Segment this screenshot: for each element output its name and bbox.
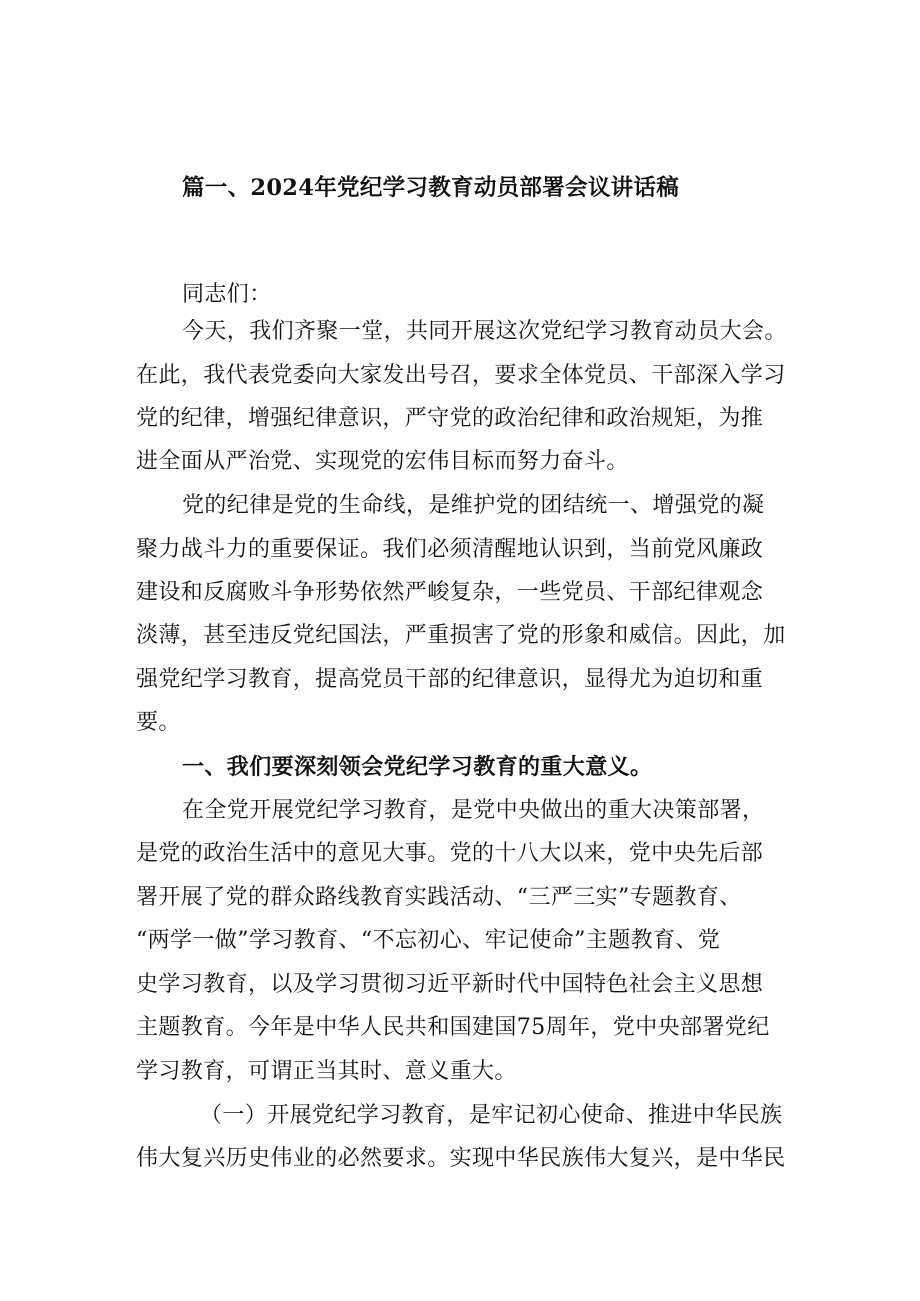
paragraph-line: 伟大复兴历史伟业的必然要求。实现中华民族伟大复兴，是中华民 [136, 1146, 786, 1171]
paragraph-line: 是党的政治生活中的意见大事。党的十八大以来，党中央先后部 [136, 841, 764, 866]
salutation: 同志们： [182, 282, 272, 307]
paragraph-line: 聚力战斗力的重要保证。我们必须清醒地认识到，当前党风廉政 [136, 537, 764, 562]
paragraph-line: 建设和反腐败斗争形势依然严峻复杂，一些党员、干部纪律观念 [136, 580, 764, 605]
paragraph-line: 史学习教育，以及学习贯彻习近平新时代中国特色社会主义思想 [136, 972, 764, 997]
paragraph-line: 今天，我们齐聚一堂，共同开展这次党纪学习教育动员大会。 [182, 319, 787, 344]
paragraph-line: 要。 [136, 710, 181, 735]
paragraph-line: （一）开展党纪学习教育，是牢记初心使命、推进中华民族 [200, 1103, 783, 1128]
section-heading: 一、我们要深刻领会党纪学习教育的重大意义。 [182, 754, 653, 780]
paragraph-line: 学习教育，可谓正当其时、意义重大。 [136, 1059, 517, 1084]
paragraph-line: 在此，我代表党委向大家发出号召，要求全体党员、干部深入学习 [136, 363, 786, 388]
document-title: 篇一、2024年党纪学习教育动员部署会议讲话稿 [182, 175, 680, 201]
paragraph-line: 党的纪律，增强纪律意识，严守党的政治纪律和政治规矩，为推 [136, 406, 764, 431]
paragraph-line: 淡薄，甚至违反党纪国法，严重损害了党的形象和威信。因此，加 [136, 623, 786, 648]
paragraph-line: 党的纪律是党的生命线，是维护党的团结统一、增强党的凝 [182, 493, 765, 518]
paragraph-line: 主题教育。今年是中华人民共和国建国75周年，党中央部署党纪 [136, 1015, 770, 1040]
paragraph-line: 进全面从严治党、实现党的宏伟目标而努力奋斗。 [136, 449, 629, 474]
paragraph-line: “两学一做”学习教育、“不忘初心、牢记使命”主题教育、党 [136, 928, 721, 953]
paragraph-line: 强党纪学习教育，提高党员干部的纪律意识，显得尤为迫切和重 [136, 667, 764, 692]
paragraph-line: 署开展了党的群众路线教育实践活动、“三严三实”专题教育、 [136, 885, 742, 910]
paragraph-line: 在全党开展党纪学习教育，是党中央做出的重大决策部署， [182, 798, 765, 823]
